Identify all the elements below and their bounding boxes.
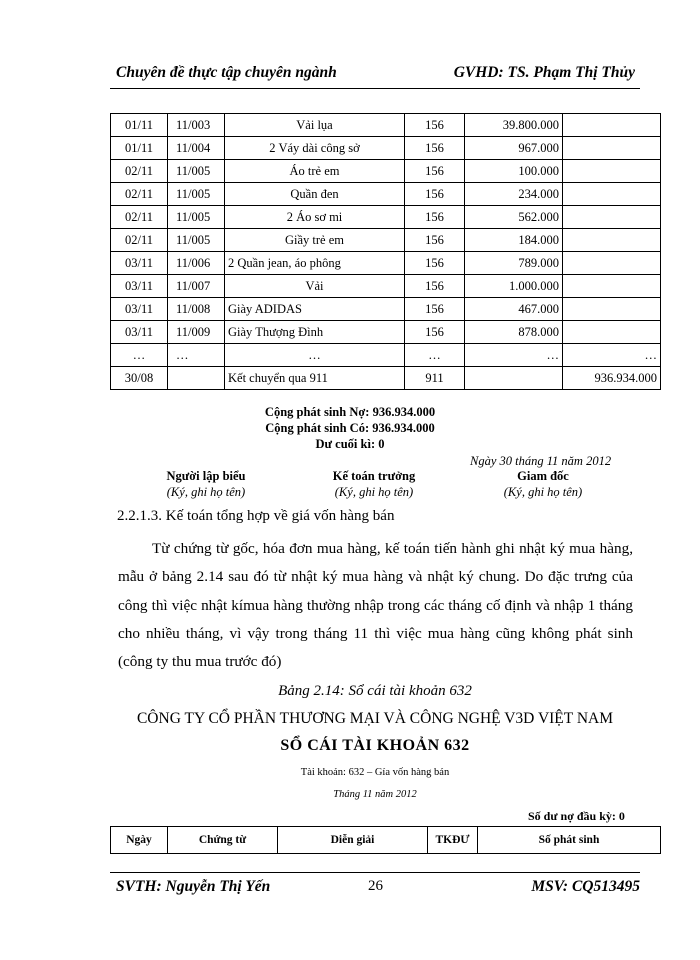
cell-account: … bbox=[405, 344, 465, 367]
cell-date: 01/11 bbox=[111, 137, 168, 160]
footer-student-id: MSV: CQ513495 bbox=[531, 878, 640, 895]
col-amount: Số phát sinh bbox=[478, 827, 661, 854]
footer-rule bbox=[110, 872, 640, 873]
cell-description: Áo trẻ em bbox=[225, 160, 405, 183]
cell-account: 156 bbox=[405, 252, 465, 275]
cell-account: 911 bbox=[405, 367, 465, 390]
cell-account: 156 bbox=[405, 137, 465, 160]
ledger-632-header-row bbox=[111, 827, 661, 854]
cell-date: 02/11 bbox=[111, 206, 168, 229]
cell-debit: 184.000 bbox=[465, 229, 563, 252]
total-credit: Cộng phát sinh Có: 936.934.000 bbox=[265, 421, 435, 435]
closing-balance: Dư cuối kì: 0 bbox=[315, 437, 385, 451]
cell-account: 156 bbox=[405, 183, 465, 206]
cell-voucher: 11/004 bbox=[168, 137, 225, 160]
cell-date: 02/11 bbox=[111, 160, 168, 183]
col-description: Diễn giải bbox=[278, 827, 428, 854]
table-row bbox=[111, 344, 661, 367]
account-line: Tài khoản: 632 – Gía vốn hàng bán bbox=[300, 767, 450, 778]
role-director: Giam đốc bbox=[517, 469, 569, 483]
cell-voucher: 11/007 bbox=[168, 275, 225, 298]
cell-credit bbox=[563, 298, 661, 321]
cell-debit: 1.000.000 bbox=[465, 275, 563, 298]
cell-credit: 936.934.000 bbox=[563, 367, 661, 390]
cell-debit: 467.000 bbox=[465, 298, 563, 321]
cell-description: Giày ADIDAS bbox=[225, 298, 405, 321]
col-voucher: Chứng từ bbox=[168, 827, 278, 854]
table-row bbox=[111, 114, 661, 137]
cell-credit bbox=[563, 160, 661, 183]
role-preparer-note: (Ký, ghi họ tên) bbox=[166, 485, 246, 499]
cell-account: 156 bbox=[405, 114, 465, 137]
cell-voucher: 11/006 bbox=[168, 252, 225, 275]
header-rule bbox=[110, 88, 640, 89]
table-row bbox=[111, 367, 661, 390]
cell-credit bbox=[563, 321, 661, 344]
cell-account: 156 bbox=[405, 321, 465, 344]
cell-credit bbox=[563, 114, 661, 137]
cell-voucher: 11/009 bbox=[168, 321, 225, 344]
cell-account: 156 bbox=[405, 206, 465, 229]
cell-voucher: 11/005 bbox=[168, 206, 225, 229]
cell-description: Vải lụa bbox=[225, 114, 405, 137]
section-paragraph-text: Từ chứng từ gốc, hóa đơn mua hàng, kế toán tiến hành ghi nhật ký mua hàng, mẫu ở bảng 2.14 sau đó từ nhật ký mua hàng và nhật ký chung. Do đặc trưng của công thì việc nhật kímua hàng thường nhập trong các tháng cố định và nhập 1 tháng cho nhiều tháng, vì vậy trong tháng 11 thì việc mua hàng cũng không phát sinh (công ty thu mua trước đó) bbox=[118, 540, 633, 671]
cell-debit: 878.000 bbox=[465, 321, 563, 344]
cell-date: 02/11 bbox=[111, 229, 168, 252]
table-row bbox=[111, 321, 661, 344]
cell-description: Giầy trẻ em bbox=[225, 229, 405, 252]
role-preparer: Người lập biểu bbox=[166, 469, 246, 483]
cell-debit: 234.000 bbox=[465, 183, 563, 206]
cell-account: 156 bbox=[405, 298, 465, 321]
cell-credit bbox=[563, 275, 661, 298]
cell-debit: 100.000 bbox=[465, 160, 563, 183]
cell-credit: … bbox=[563, 344, 661, 367]
page-footer bbox=[110, 878, 640, 898]
cell-voucher: … bbox=[168, 344, 225, 367]
cell-account: 156 bbox=[405, 229, 465, 252]
ledger-632-table bbox=[110, 826, 661, 854]
table-row bbox=[111, 183, 661, 206]
cell-date: 03/11 bbox=[111, 275, 168, 298]
cell-debit: 562.000 bbox=[465, 206, 563, 229]
table-row bbox=[111, 275, 661, 298]
cell-debit: … bbox=[465, 344, 563, 367]
cell-credit bbox=[563, 137, 661, 160]
cell-date: 03/11 bbox=[111, 252, 168, 275]
cell-debit: 39.800.000 bbox=[465, 114, 563, 137]
col-date: Ngày bbox=[111, 827, 168, 854]
cell-voucher: 11/008 bbox=[168, 298, 225, 321]
ledger-body bbox=[111, 114, 661, 390]
table-row bbox=[111, 137, 661, 160]
cell-description: Giày Thượng Đình bbox=[225, 321, 405, 344]
cell-description: Quần đen bbox=[225, 183, 405, 206]
table-row bbox=[111, 229, 661, 252]
section-heading: 2.2.1.3. Kế toán tổng hợp về giá vốn hàng bán bbox=[117, 508, 395, 524]
table-row bbox=[111, 298, 661, 321]
cell-voucher: 11/005 bbox=[168, 160, 225, 183]
month-line: Tháng 11 năm 2012 bbox=[333, 789, 417, 800]
cell-description: 2 Váy dài công sở bbox=[225, 137, 405, 160]
cell-voucher bbox=[168, 367, 225, 390]
cell-voucher: 11/005 bbox=[168, 183, 225, 206]
cell-description: 2 Quần jean, áo phông bbox=[225, 252, 405, 275]
cell-description: Kết chuyển qua 911 bbox=[225, 367, 405, 390]
cell-description: 2 Áo sơ mi bbox=[225, 206, 405, 229]
cell-voucher: 11/003 bbox=[168, 114, 225, 137]
cell-date: 30/08 bbox=[111, 367, 168, 390]
cell-description: Vải bbox=[225, 275, 405, 298]
cell-description: … bbox=[225, 344, 405, 367]
header-course-title: Chuyên đề thực tập chuyên ngành bbox=[116, 64, 337, 81]
role-director-note: (Ký, ghi họ tên) bbox=[503, 485, 583, 499]
cell-account: 156 bbox=[405, 160, 465, 183]
cell-date: 03/11 bbox=[111, 298, 168, 321]
table-row bbox=[111, 252, 661, 275]
table-row bbox=[111, 160, 661, 183]
cell-date: 03/11 bbox=[111, 321, 168, 344]
company-name: CÔNG TY CỔ PHẦN THƯƠNG MẠI VÀ CÔNG NGHỆ V3D VIỆT NAM bbox=[136, 710, 614, 727]
opening-balance: Số dư nợ đầu kỳ: 0 bbox=[528, 809, 625, 823]
role-chief-accountant: Kế toán trưởng bbox=[332, 469, 416, 483]
cell-credit bbox=[563, 252, 661, 275]
footer-student: SVTH: Nguyễn Thị Yến bbox=[116, 878, 271, 895]
cell-debit: 967.000 bbox=[465, 137, 563, 160]
signature-date: Ngày 30 tháng 11 năm 2012 bbox=[470, 454, 612, 468]
cell-date: … bbox=[111, 344, 168, 367]
cell-voucher: 11/005 bbox=[168, 229, 225, 252]
section-paragraph bbox=[118, 535, 633, 676]
page-header bbox=[110, 64, 635, 84]
total-debit: Cộng phát sinh Nợ: 936.934.000 bbox=[264, 405, 436, 419]
table-caption: Bảng 2.14: Sổ cái tài khoản 632 bbox=[278, 683, 472, 699]
table-row bbox=[111, 206, 661, 229]
col-contra-account: TKĐƯ bbox=[428, 827, 478, 854]
cell-date: 01/11 bbox=[111, 114, 168, 137]
ledger-title: SỔ CÁI TÀI KHOẢN 632 bbox=[280, 737, 470, 754]
role-chief-accountant-note: (Ký, ghi họ tên) bbox=[334, 485, 414, 499]
header-advisor: GVHD: TS. Phạm Thị Thủy bbox=[453, 64, 635, 81]
cell-credit bbox=[563, 206, 661, 229]
cell-account: 156 bbox=[405, 275, 465, 298]
cell-debit bbox=[465, 367, 563, 390]
cell-credit bbox=[563, 229, 661, 252]
cell-date: 02/11 bbox=[111, 183, 168, 206]
purchase-ledger-table bbox=[110, 113, 661, 390]
page-number: 26 bbox=[368, 878, 383, 894]
cell-debit: 789.000 bbox=[465, 252, 563, 275]
cell-credit bbox=[563, 183, 661, 206]
